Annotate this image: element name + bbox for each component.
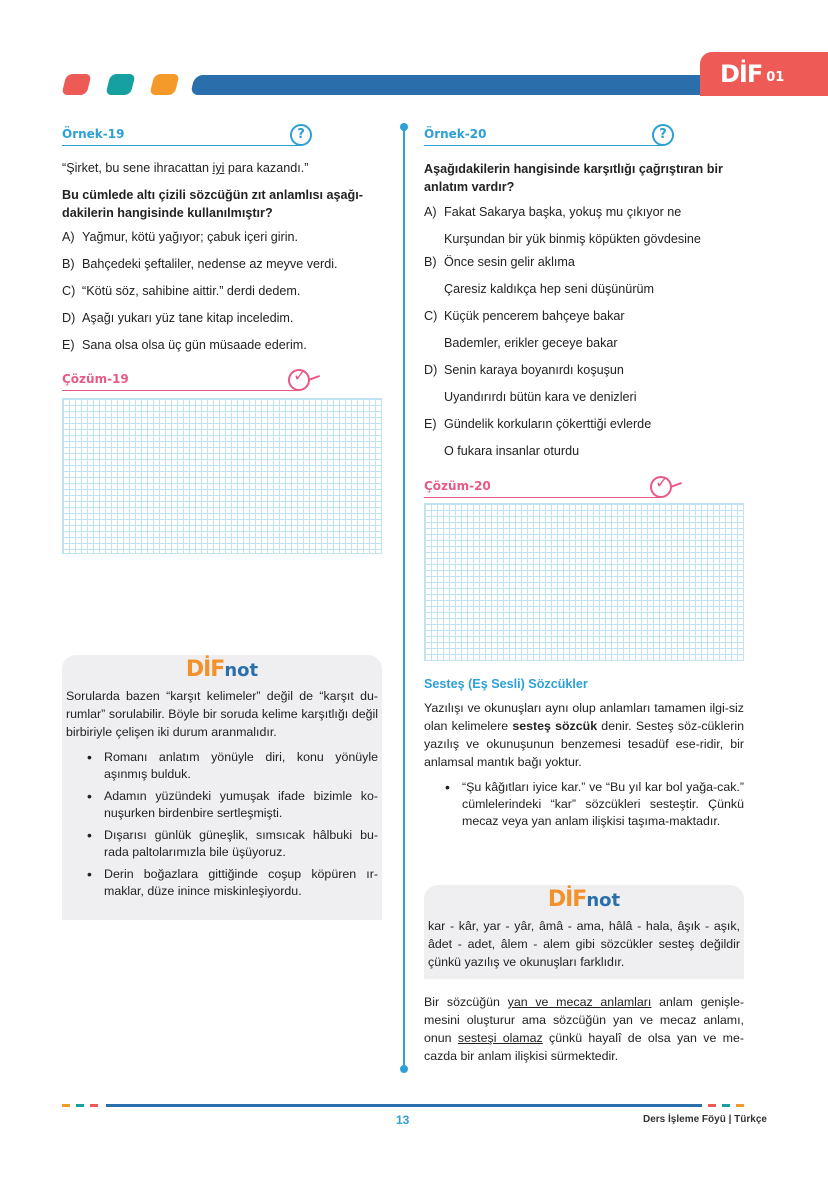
ornek-19-quote: “Şirket, bu sene ihracattan iyi para kazandı.” [62, 161, 309, 175]
list-item: • Adamın yüzündeki yumuşak ifade bizimle ko-nuşurken birdenbire sertleşmişti. [66, 788, 378, 822]
left-column [62, 127, 382, 363]
cozum-20-title: Çözüm-20 [424, 479, 491, 493]
ornek-19-underline [62, 145, 302, 146]
brand-logo: DİF [720, 60, 763, 88]
check-icon-tail [670, 482, 682, 488]
cozum-19-header [62, 366, 382, 394]
divider-dot-bottom [400, 1065, 408, 1073]
sestes-paragraph: Yazılışı ve okunuşları aynı olup anlamları tamamen ilgi-siz olan kelimelere sesteş sözcük denir. Sesteş söz-cüklerin yazılış ve okunuşunun benzemesi tesadüf ese-ridir, bir anlamsal mantık bağı yoktur. [424, 701, 745, 769]
footer-dash-red [90, 1104, 98, 1107]
option-c[interactable]: C) “Kötü söz, sahibine aittir.” derdi dedem. [62, 284, 301, 298]
check-icon: ✓ [288, 369, 310, 391]
ornek-19-options [62, 228, 382, 363]
page-number: 13 [396, 1113, 410, 1127]
option-c-line2: Bademler, erikler geceye bakar [444, 336, 618, 350]
dif-note-bullets [66, 749, 378, 900]
option-c[interactable]: C) Küçük pencerem bahçeye bakar [424, 309, 625, 323]
ornek-20-options [424, 203, 744, 469]
column-divider [403, 127, 405, 1069]
header-bar [190, 75, 755, 95]
footer-dash-teal-right [722, 1104, 730, 1107]
ornek-20-underline [424, 145, 664, 146]
dif-note-logo: DİFnot [185, 657, 259, 682]
dif-note-right [424, 885, 744, 979]
option-b[interactable]: B) Bahçedeki şeftaliler, nedense az meyve verdi. [62, 257, 338, 271]
divider-dot-top [400, 123, 408, 131]
cozum-19-underline [62, 390, 298, 391]
option-d[interactable]: D) Senin karaya boyanırdı koşuşun [424, 363, 624, 377]
list-item: • Derin boğazlara gittiğinde coşup köpüren ır-maklar, düze inince miskinleşiyordu. [66, 866, 378, 900]
option-b-line2: Çaresiz kaldıkça hep seni düşünürüm [444, 282, 655, 296]
final-paragraph: Bir sözcüğün yan ve mecaz anlamları anlam genişle-mesini oluşturur ama sözcüğün yan ve mecaz anlamı, onun sesteşi olamaz çünkü hayalî de olsa yan ve me-cazda bir anlam ilişkisi sürmektedir. [424, 995, 744, 1063]
question-icon: ? [652, 124, 674, 146]
option-a[interactable]: A) Yağmur, kötü yağıyor; çabuk içeri girin. [62, 230, 299, 244]
list-item: • Dışarısı günlük güneşlik, sımsıcak hâlbuki bu-rada paltolarımızla bile üşüyoruz. [66, 827, 378, 861]
option-e[interactable]: E) Sana olsa olsa üç gün müsaade ederim. [62, 338, 307, 352]
dif-note-left [62, 655, 382, 920]
footer-dash-orange-right [736, 1104, 744, 1107]
cozum-20-grid[interactable] [424, 503, 744, 661]
header-shape-red [61, 74, 91, 95]
footer-dash-orange [62, 1104, 70, 1107]
ornek-20-stem: Aşağıdakilerin hangisinde karşıtlığı çağrıştıran bir anlatım vardır? [424, 162, 723, 194]
option-d-line2: Uyandırırdı bütün kara ve denizleri [444, 390, 637, 404]
footer-dash-red-right [708, 1104, 716, 1107]
option-e-line2: O fukara insanlar oturdu [444, 444, 580, 458]
sestes-title: Sesteş (Eş Sesli) Sözcükler [424, 677, 588, 691]
sestes-example: • “Şu kâğıtları iyice kar.” ve “Bu yıl kar bol yağa-cak.” cümlelerindeki “kar” sözcükleri sesteştir. Çünkü mecaz veya yan anlam ilişkisi taşıma-maktadır. [424, 779, 744, 830]
cozum-20-header [424, 473, 744, 501]
dif-note-intro: Sorularda bazen “karşıt kelimeler” değil de “karşıt du-rumlar” sorulabilir. Böyle bir soruda kelime karşıtlığı değil birbiriyle çelişen iki durum aranmalıdır. [66, 689, 378, 739]
footer-title: Ders İşleme Föyü | Türkçe [643, 1114, 767, 1125]
option-a[interactable]: A) Fakat Sakarya başka, yokuş mu çıkıyor ne [424, 205, 682, 219]
header-shape-orange [149, 74, 179, 95]
ornek-20-header [424, 127, 744, 149]
dif-note-text: kar - kâr, yar - yâr, âmâ - ama, hâlâ - hala, âşık - aşık, âdet - adet, âlem - alem gibi sözcükler sesteş değildir çünkü yazılış ve okunuşları farklıdır. [428, 919, 740, 969]
brand-tab [700, 52, 828, 96]
dif-note-logo: DİFnot [547, 887, 621, 912]
ornek-19-stem: Bu cümlede altı çizili sözcüğün zıt anlamlısı aşağı-dakilerin hangisinde kullanılmıştır? [62, 188, 363, 220]
question-icon: ? [290, 124, 312, 146]
footer-dash-teal [76, 1104, 84, 1107]
ornek-19-header [62, 127, 382, 149]
check-icon: ✓ [650, 476, 672, 498]
ornek-20-title: Örnek-20 [424, 127, 487, 141]
check-icon-tail [308, 375, 320, 381]
cozum-19-title: Çözüm-19 [62, 372, 129, 386]
right-column [424, 127, 744, 469]
cozum-20-underline [424, 497, 660, 498]
ornek-19-title: Örnek-19 [62, 127, 125, 141]
brand-number: 01 [766, 69, 785, 85]
sestes-section [424, 677, 744, 830]
cozum-19-grid[interactable] [62, 398, 382, 554]
option-d[interactable]: D) Aşağı yukarı yüz tane kitap inceledim. [62, 311, 294, 325]
option-b[interactable]: B) Önce sesin gelir aklıma [424, 255, 575, 269]
list-item: • Romanı anlatım yönüyle diri, konu yönüyle aşınmış bulduk. [66, 749, 378, 783]
option-a-line2: Kurşundan bir yük binmiş köpükten gövdesine [444, 232, 701, 246]
header-shape-teal [105, 74, 135, 95]
footer-line [106, 1104, 702, 1107]
option-e[interactable]: E) Gündelik korkuların çökerttiği evlerde [424, 417, 652, 431]
